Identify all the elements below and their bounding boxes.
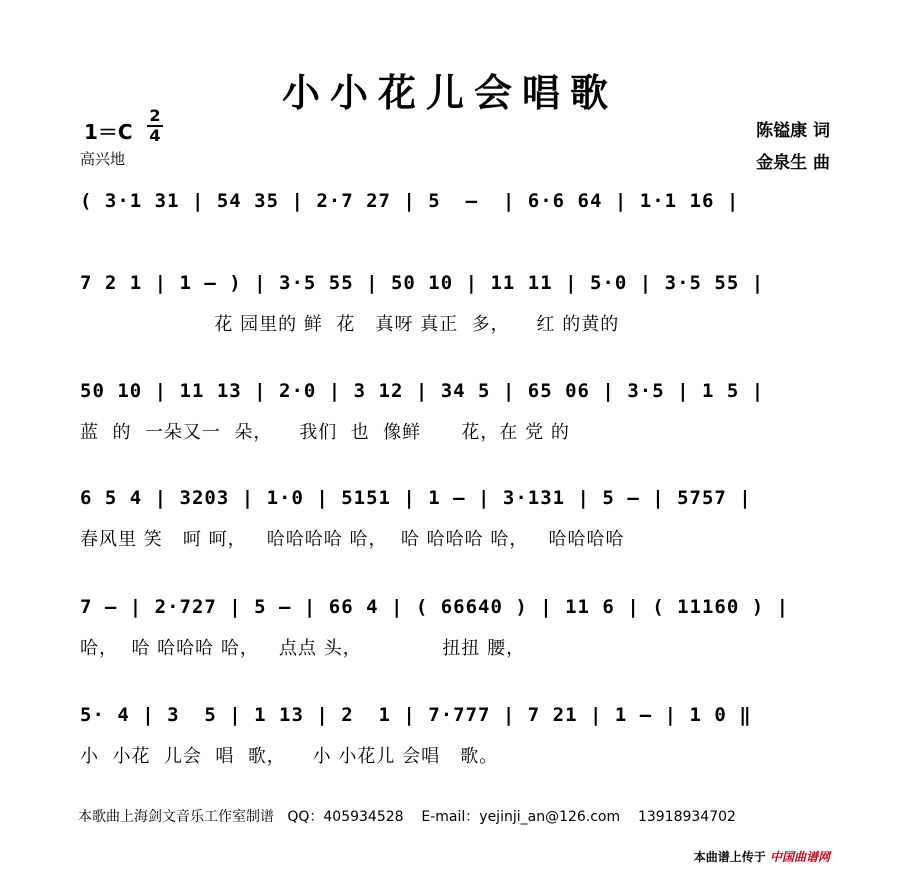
page-title: 小小花儿会唱歌 [281,71,618,115]
lyricist-credit: 陈镒康 词 [756,121,830,141]
upload-prefix: 本曲谱上传于 [693,850,766,864]
notation-row: ( 3·1 31 | 54 35 | 2·7 27 | 5 – | 6·6 64 | 1·1 16 | [80,190,740,212]
studio-credit: 本歌曲上海剑文音乐工作室制谱 [78,809,274,825]
score-line-3 [0,380,900,460]
notation-row: 7 – | 2·727 | 5 – | 66 4 | ( 66640 ) | 11 6 | ( 11160 ) | [80,596,790,618]
time-signature-bottom: 4 [149,126,161,145]
email-address: E-mail：yejinji_an@126.com [421,809,621,825]
time-signature [147,108,163,144]
lyrics-row: 花 园里的 鲜 花 真呀 真正 多， 红 的黄的 [80,314,620,335]
score-line-1 [0,190,900,270]
time-signature-top: 2 [149,106,161,125]
score-line-4 [0,487,900,567]
tempo-marking: 高兴地 [80,150,126,168]
phone-number: 13918934702 [637,809,736,825]
lyrics-row: 小 小花 儿会 唱 歌， 小 小花儿 会唱 歌。 [80,746,499,767]
notation-row: 7 2 1 | 1 – ) | 3·5 55 | 50 10 | 11 11 | 5·0 | 3·5 55 | [80,272,765,294]
score-line-6 [0,704,900,784]
lyrics-row: 蓝 的 一朵又一 朵， 我们 也 像鲜 花，在 党 的 [80,422,570,443]
key-signature: 1＝C [84,120,133,144]
composer-credit: 金泉生 曲 [756,153,830,173]
footer-info [78,806,736,826]
notation-row: 50 10 | 11 13 | 2·0 | 3 12 | 34 5 | 65 06 | 3·5 | 1 5 | [80,380,765,402]
site-logo[interactable]: 中国曲谱网 [769,850,830,864]
score-line-5 [0,596,900,676]
lyrics-row: 哈， 哈 哈哈哈 哈， 点点 头， 扭扭 腰， [80,638,526,659]
notation-row: 6 5 4 | 3203 | 1·0 | 5151 | 1 – | 3·131 | 5 – | 5757 | [80,487,752,509]
score-line-2 [0,272,900,352]
lyrics-row: 春风里 笑 呵 呵， 哈哈哈哈 哈， 哈 哈哈哈 哈， 哈哈哈哈 [80,529,625,550]
qq-number: QQ：405934528 [287,809,404,825]
upload-note [694,848,830,865]
notation-row: 5· 4 | 3 5 | 1 13 | 2 1 | 7·777 | 7 21 | 1 – | 1 0 ‖ [80,704,752,726]
